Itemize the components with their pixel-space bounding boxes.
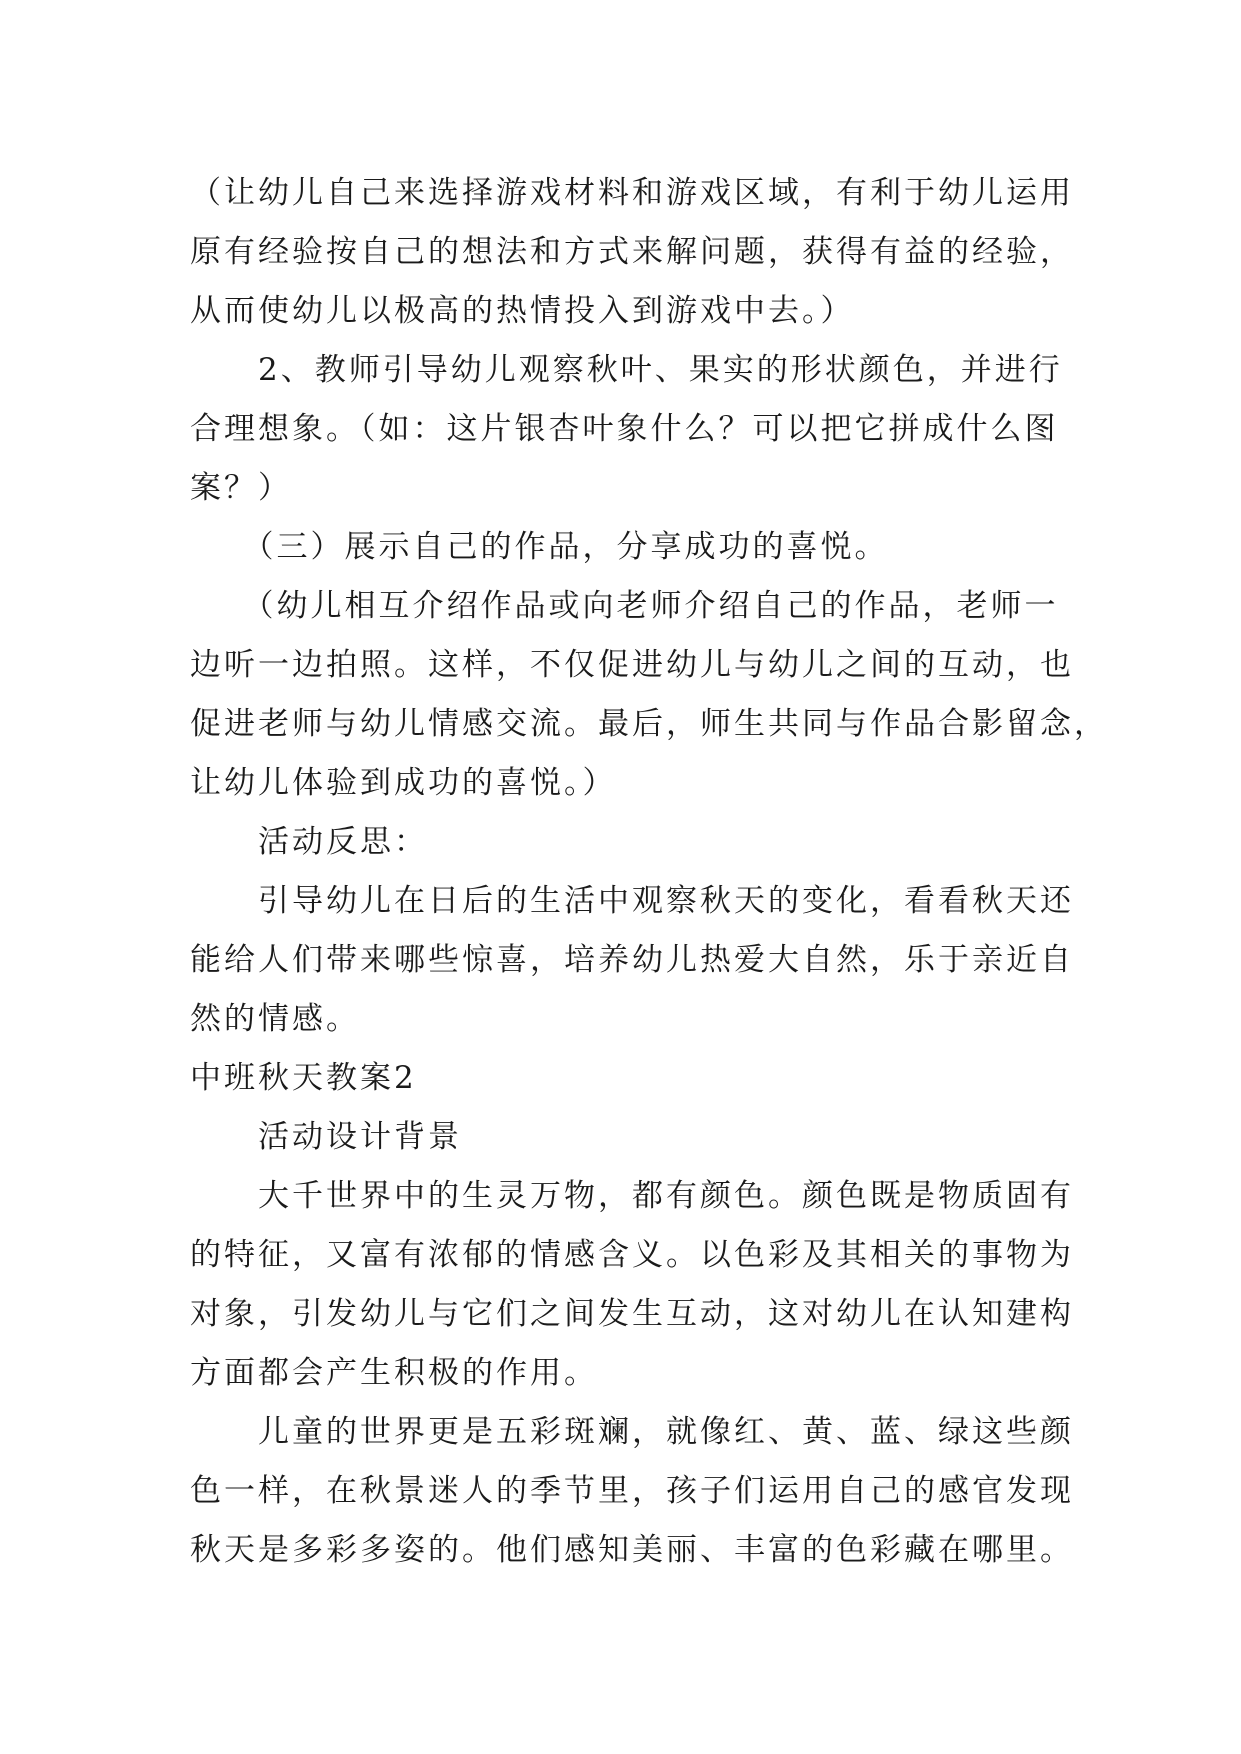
- text-line: （让幼儿自己来选择游戏材料和游戏区域，有利于幼儿运用: [190, 175, 1074, 211]
- text-line: 大千世界中的生灵万物，都有颜色。颜色既是物质固有: [190, 1178, 1074, 1214]
- text-line: 引导幼儿在日后的生活中观察秋天的变化，看看秋天还: [190, 883, 1074, 919]
- text-line: 让幼儿体验到成功的喜悦。）: [190, 765, 617, 801]
- text-line: 促进老师与幼儿情感交流。最后，师生共同与作品合影留念，: [190, 706, 1108, 742]
- text-line: 边听一边拍照。这样，不仅促进幼儿与幼儿之间的互动，也: [190, 647, 1074, 683]
- document-title: 中班秋天教案2: [190, 1060, 417, 1096]
- text-line: 原有经验按自己的想法和方式来解问题，获得有益的经验，: [190, 234, 1074, 270]
- text-line: 的特征，又富有浓郁的情感含义。以色彩及其相关的事物为: [190, 1237, 1074, 1273]
- text-line: 对象，引发幼儿与它们之间发生互动，这对幼儿在认知建构: [190, 1296, 1074, 1332]
- text-line: 秋天是多彩多姿的。他们感知美丽、丰富的色彩藏在哪里。: [190, 1532, 1074, 1568]
- section-heading: （三）展示自己的作品，分享成功的喜悦。: [190, 529, 889, 565]
- text-line: 然的情感。: [190, 1001, 360, 1037]
- text-line: 合理想象。（如：这片银杏叶象什么？可以把它拼成什么图: [190, 411, 1059, 447]
- section-heading: 活动设计背景: [190, 1119, 462, 1155]
- section-heading: 活动反思：: [190, 824, 428, 860]
- text-line: 色一样，在秋景迷人的季节里，孩子们运用自己的感官发现: [190, 1473, 1074, 1509]
- text-line: 从而使幼儿以极高的热情投入到游戏中去。）: [190, 293, 855, 329]
- text-line: 2、教师引导幼儿观察秋叶、果实的形状颜色，并进行: [190, 352, 1063, 388]
- text-line: 能给人们带来哪些惊喜，培养幼儿热爱大自然，乐于亲近自: [190, 942, 1074, 978]
- text-line: 方面都会产生积极的作用。: [190, 1355, 598, 1391]
- text-line: 儿童的世界更是五彩斑斓，就像红、黄、蓝、绿这些颜: [190, 1414, 1074, 1450]
- text-line: （幼儿相互介绍作品或向老师介绍自己的作品，老师一: [190, 588, 1059, 624]
- document-body: [190, 164, 1108, 1580]
- text-line: 案？）: [190, 470, 292, 506]
